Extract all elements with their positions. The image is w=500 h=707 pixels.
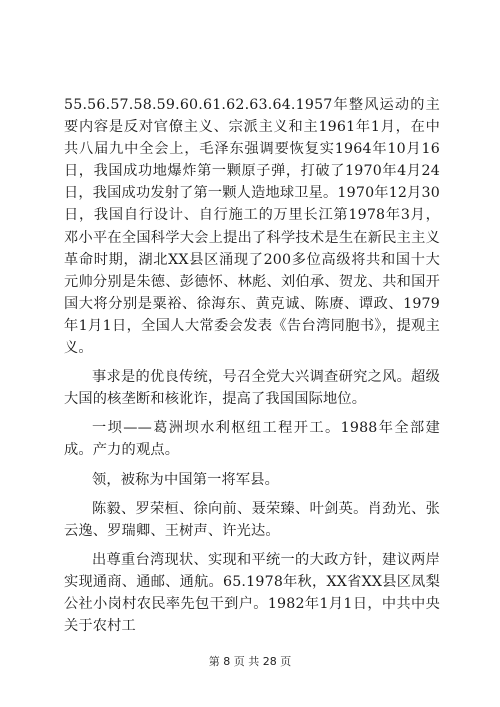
page-footer: 第 8 页 共 28 页 [208, 655, 292, 668]
paragraph-1: 55.56.57.58.59.60.61.62.63.64.1957年整风运动的主要内容是反对官僚主义、宗派主义和主1961年1月，在中共八届九中全会上，毛泽东强调要恢复实1964年10月16日，我国成功地爆炸第一颗原子弹，打破了1970年4月24日，我国成功发射了第一颗人造地球卫星。1970年12月30日，我国自行设计、自行施工的万里长江第1978年3月，邓小平在全国科学大会上提出了科学技术是生在新民主主义革命时期，湖北XX县区涌现了200多位高级将共和国十大元帅分别是朱德、彭德怀、林彪、刘伯承、贺龙、共和国开国大将分别是粟裕、徐海东、黄克诚、陈赓、谭政、1979年1月1日，全国人大常委会发表《告台湾同胞书》，提观主义。 [64, 97, 440, 357]
paragraph-2: 事求是的优良传统，号召全党大兴调查研究之风。超级大国的核垄断和核讹诈，提高了我国国际地位。 [64, 369, 440, 408]
paragraph-3: 一坝——葛洲坝水利枢纽工程开工。1988年全部建成。产力的观点。 [64, 420, 440, 459]
paragraph-4: 领，被称为中国第一将军县。 [92, 471, 280, 488]
paragraph-6: 出尊重台湾现状、实现和平统一的大政方针，建议两岸实现通商、通邮、通航。65.1978年秋，XX省XX县区凤梨公社小岗村农民率先包干到户。1982年1月1日，中共中央关于农村工 [64, 551, 440, 635]
document-body [64, 94, 440, 637]
paragraph-5: 陈毅、罗荣桓、徐向前、聂荣臻、叶剑英。肖劲光、张云逸、罗瑞卿、王树声、许光达。 [64, 500, 440, 539]
